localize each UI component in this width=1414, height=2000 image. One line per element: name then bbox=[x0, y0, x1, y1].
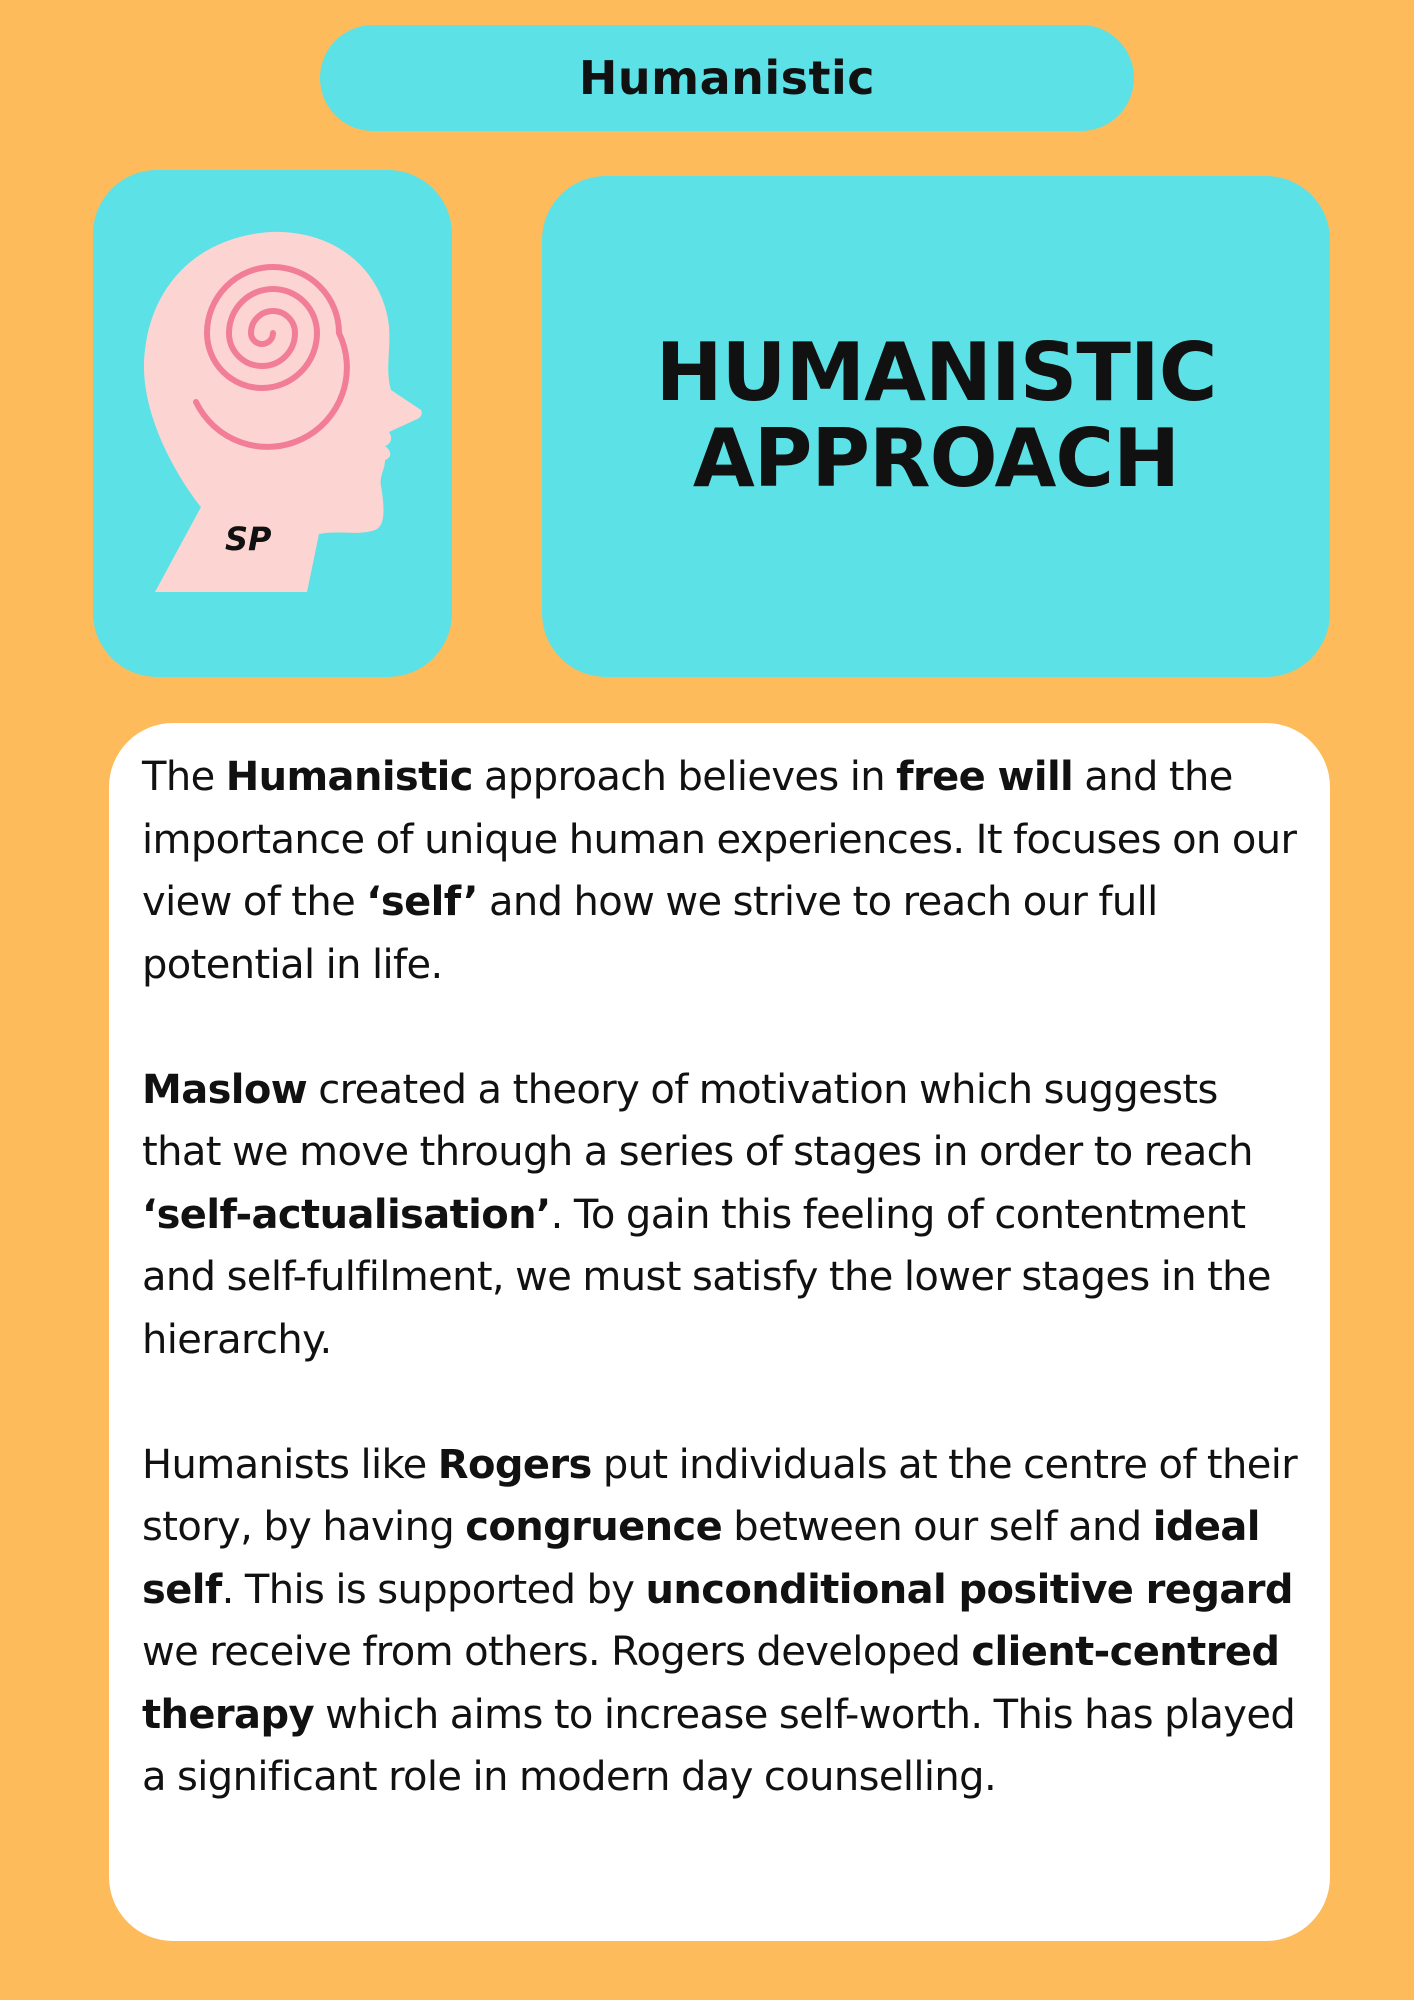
bold-term: unconditional positive regard bbox=[645, 1566, 1293, 1613]
text-span: approach believes in bbox=[472, 754, 897, 800]
text-span: created a theory of motivation which suggests that we move through a series of stages in order to reach bbox=[142, 1066, 1253, 1175]
text-span: and how we strive to reach our full potential in life. bbox=[142, 879, 1158, 988]
paragraph-rogers bbox=[142, 1434, 1300, 1809]
text-card bbox=[109, 723, 1330, 1941]
text-span: . To gain this feeling of contentment and self-fulfilment, we must satisfy the lower stages in the hierarchy. bbox=[142, 1191, 1271, 1363]
head-silhouette bbox=[144, 232, 422, 592]
text-span: put individuals at the centre of their story, by having bbox=[142, 1441, 1298, 1550]
bold-term: Humanistic bbox=[225, 754, 473, 800]
bold-term: free will bbox=[896, 754, 1074, 800]
bold-term: congruence bbox=[465, 1504, 723, 1550]
text-span: which aims to increase self-worth. This has played a significant role in modern day counselling. bbox=[142, 1691, 1296, 1800]
bold-term: Maslow bbox=[142, 1066, 308, 1113]
text-span: between our self and bbox=[722, 1504, 1153, 1550]
text-span: we receive from others. Rogers developed bbox=[142, 1629, 972, 1675]
header-pill bbox=[320, 25, 1134, 131]
text-span: . This is supported by bbox=[221, 1566, 646, 1613]
title-line-2: APPROACH bbox=[692, 411, 1180, 505]
title-line-1: HUMANISTIC bbox=[655, 325, 1217, 419]
paragraph-maslow bbox=[142, 1059, 1300, 1372]
bold-term: ‘self-actualisation’ bbox=[142, 1191, 551, 1238]
bold-term: Rogers bbox=[437, 1441, 592, 1488]
page-title bbox=[655, 325, 1217, 505]
bold-term: ideal self bbox=[142, 1504, 1260, 1613]
bold-term: ‘self’ bbox=[366, 879, 478, 925]
text-span: and the importance of unique human experiences. It focuses on our view of the bbox=[142, 754, 1297, 925]
sp-mark: SP bbox=[225, 520, 272, 558]
icon-card bbox=[93, 170, 452, 677]
bold-term: client-centred therapy bbox=[142, 1629, 1280, 1738]
paragraph-intro bbox=[142, 746, 1300, 996]
head-spiral-icon bbox=[93, 170, 452, 677]
title-card bbox=[542, 176, 1330, 677]
text-span: Humanists like bbox=[142, 1441, 438, 1488]
header-label: Humanistic bbox=[578, 51, 876, 105]
text-span: The bbox=[142, 754, 226, 800]
